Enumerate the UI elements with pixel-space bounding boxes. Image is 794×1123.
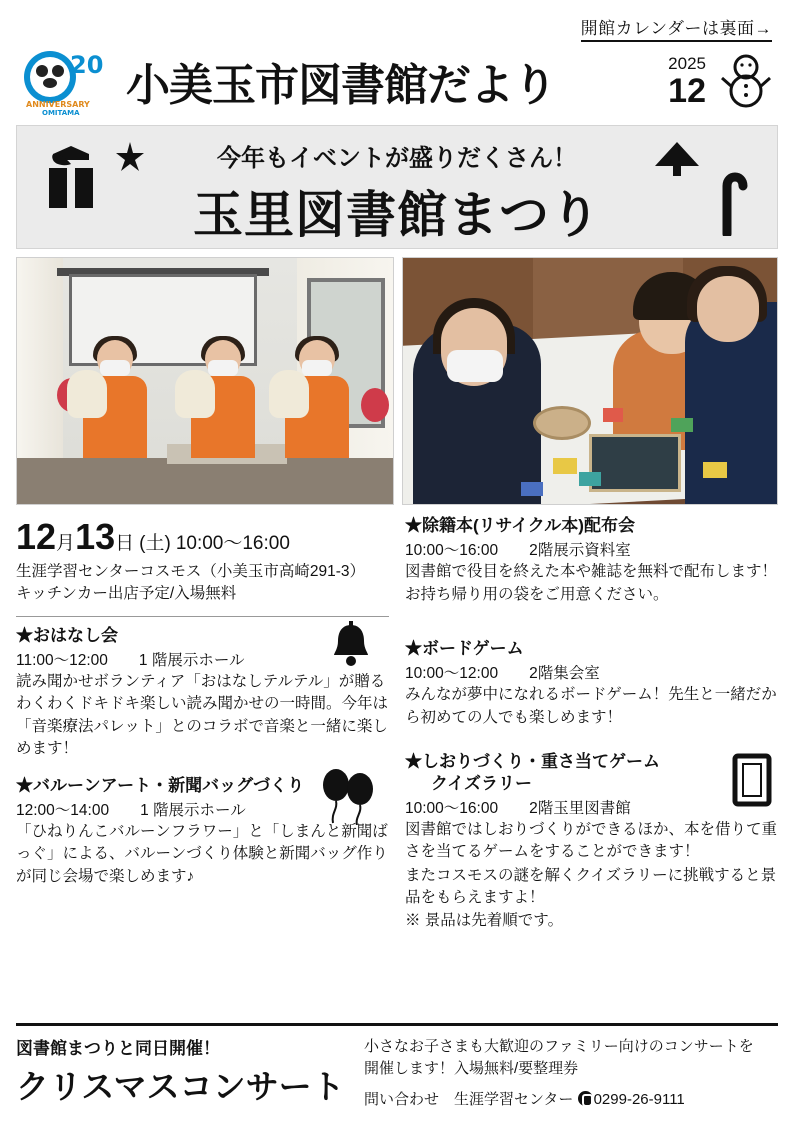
footer-title: クリスマスコンサート xyxy=(16,1066,345,1106)
footer-left xyxy=(16,1034,346,1108)
item-title: ★ボードゲーム xyxy=(405,639,524,659)
event-venue-name: 生涯学習センターコスモス（小美玉市高崎291-3） xyxy=(16,562,366,580)
svg-text:20: 20 xyxy=(70,51,104,79)
item-body-2: またコスモスの謎を解くクイズラリーに挑戦すると景品をもらえますよ！ xyxy=(405,866,777,907)
svg-text:OMITAMA: OMITAMA xyxy=(42,109,80,115)
svg-text:ANNIVERSARY: ANNIVERSARY xyxy=(26,100,90,109)
event-venue-note: キッチンカー出店予定/入場無料 xyxy=(16,585,237,603)
footer-contact-label: 問い合わせ 生涯学習センター xyxy=(364,1090,574,1108)
list-item xyxy=(16,775,389,889)
content-columns xyxy=(16,515,778,946)
footer-desc-2: 開催します！入場無料/要整理券 xyxy=(364,1060,579,1077)
item-title: ★しおりづくり・重さ当てゲーム xyxy=(405,752,660,772)
footer-concert xyxy=(16,1023,778,1112)
event-day-unit: 日 xyxy=(115,533,135,554)
divider xyxy=(16,616,389,617)
item-body: 図書館ではしおりづくりができるほか、本を借りて重さを当てるゲームをすることができます！ xyxy=(405,820,778,861)
item-title: ★除籍本(リサイクル本)配布会 xyxy=(405,516,635,535)
left-column xyxy=(16,515,389,946)
item-time: 10:00〜16:00 2階展示資料室 xyxy=(405,542,631,560)
issue-date xyxy=(668,55,710,108)
footer-telephone: 0299-26-9111 xyxy=(593,1090,685,1108)
event-day: 13 xyxy=(75,516,116,557)
footer-kicker: 図書館まつりと同日開催！ xyxy=(16,1038,220,1058)
item-title-line2: クイズラリー xyxy=(431,773,532,793)
bell-icon xyxy=(329,621,373,672)
item-title: ★バルーンアート・新聞バッグづくり xyxy=(16,775,305,795)
item-body: みんなが夢中になれるボードゲーム！先生と一緒だから初めての人でも楽しめます！ xyxy=(405,686,777,726)
candy-cane-icon xyxy=(719,164,749,241)
back-side-note-text: 開館カレンダーは裏面→ xyxy=(581,19,772,42)
item-time: 10:00〜12:00 2階集会室 xyxy=(405,665,600,683)
list-item xyxy=(16,625,389,761)
banner-title: 玉里図書館まつり xyxy=(193,186,601,244)
telephone-icon xyxy=(578,1091,593,1106)
item-body: 読み聞かせボランティア「おはなしテルテル」が贈るわくわくドキドキ楽しい読み聞かせの一時間。今年は「音楽療法パレット」とのコラボで音楽と一緒に楽しめます！ xyxy=(16,672,389,758)
photo-board-game-table xyxy=(402,257,778,505)
event-weekday: (土) xyxy=(139,533,171,554)
event-venue xyxy=(16,561,389,606)
tree-icon xyxy=(649,136,705,185)
photo-row xyxy=(16,257,778,505)
back-side-note xyxy=(16,0,778,45)
frame-icon xyxy=(732,753,772,812)
festival-banner xyxy=(16,125,778,249)
masthead xyxy=(16,45,778,125)
balloon-icon xyxy=(319,769,379,830)
item-note: ※ 景品は先着順です。 xyxy=(405,911,564,929)
item-time: 10:00〜16:00 2階玉里図書館 xyxy=(405,799,631,817)
issue-month: 12 xyxy=(668,71,706,110)
footer-desc-1: 小さなお子さまも大歓迎のファミリー向けのコンサートを xyxy=(364,1037,754,1055)
item-title: ★おはなし会 xyxy=(16,625,118,645)
event-month: 12 xyxy=(16,516,57,557)
star-icon xyxy=(113,140,147,179)
footer-right xyxy=(364,1034,778,1112)
event-time: 10:00〜16:00 xyxy=(175,533,290,554)
right-column xyxy=(405,515,778,946)
item-time: 12:00〜14:00 1 階展示ホール xyxy=(16,801,246,819)
item-body: 図書館で役目を終えた本や雑誌を無料で配布します！お持ち帰り用の袋をご用意ください。 xyxy=(405,563,778,603)
item-body: 「ひねりんこバルーンフラワー」と「しまんと新聞ばっぐ」による、バルーンづくり体験と新聞バッグ作りが同じ会場で楽しめます♪ xyxy=(16,822,388,885)
photo-storytelling-volunteers xyxy=(16,257,394,505)
list-item xyxy=(405,751,778,932)
list-item xyxy=(405,638,778,729)
banner-subtitle: 今年もイベントが盛りだくさん！ xyxy=(217,144,577,172)
library-anniversary-logo xyxy=(20,47,116,115)
gift-icon xyxy=(41,144,101,221)
event-datetime xyxy=(16,517,389,557)
page-title: 小美玉市図書館だより xyxy=(126,60,556,111)
issue-year: 2025 xyxy=(668,53,706,73)
event-month-unit: 月 xyxy=(56,533,76,554)
list-item xyxy=(405,515,778,606)
snowman-icon xyxy=(720,50,774,113)
footer-contact xyxy=(364,1089,778,1112)
item-time: 11:00〜12:00 1 階展示ホール xyxy=(16,651,245,669)
